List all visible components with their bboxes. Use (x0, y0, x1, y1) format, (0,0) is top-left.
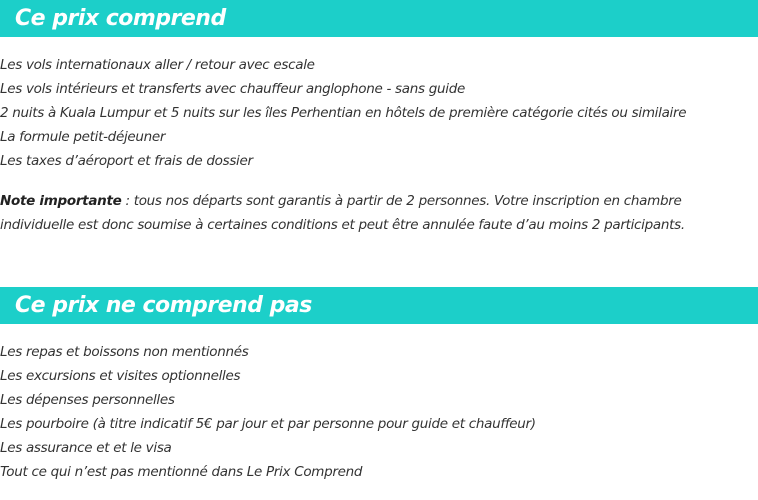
included-item: Les taxes d’aéroport et frais de dossier (0, 153, 253, 169)
excluded-items-list (0, 340, 758, 484)
included-item: Les vols internationaux aller / retour avec escale (0, 57, 315, 73)
excluded-item: Les excursions et visites optionnelles (0, 368, 241, 384)
included-items-list (0, 53, 758, 173)
included-item: 2 nuits à Kuala Lumpur et 5 nuits sur les îles Perhentian en hôtels de première catégorie cités ou similaire (0, 105, 687, 121)
included-item: La formule petit-déjeuner (0, 129, 166, 145)
excluded-section-title: Ce prix ne comprend pas (15, 293, 312, 318)
excluded-item: Tout ce qui n’est pas mentionné dans Le Prix Comprend (0, 464, 363, 480)
important-note-text: : tous nos départs sont garantis à partir de 2 personnes. Votre inscription en chambre individuelle est donc soumise à certaines conditions et peut être annulée faute d’au moins 2 participants. (0, 193, 685, 233)
important-note (0, 189, 752, 237)
excluded-item: Les repas et boissons non mentionnés (0, 344, 249, 360)
included-item: Les vols intérieurs et transferts avec chauffeur anglophone - sans guide (0, 81, 465, 97)
excluded-item: Les assurance et et le visa (0, 440, 172, 456)
excluded-item: Les dépenses personnelles (0, 392, 175, 408)
included-section-title: Ce prix comprend (15, 6, 226, 31)
excluded-item: Les pourboire (à titre indicatif 5€ par jour et par personne pour guide et chauffeur) (0, 416, 536, 432)
excluded-section-header (0, 287, 758, 324)
important-note-label: Note importante (0, 193, 122, 209)
included-section-header (0, 0, 758, 37)
